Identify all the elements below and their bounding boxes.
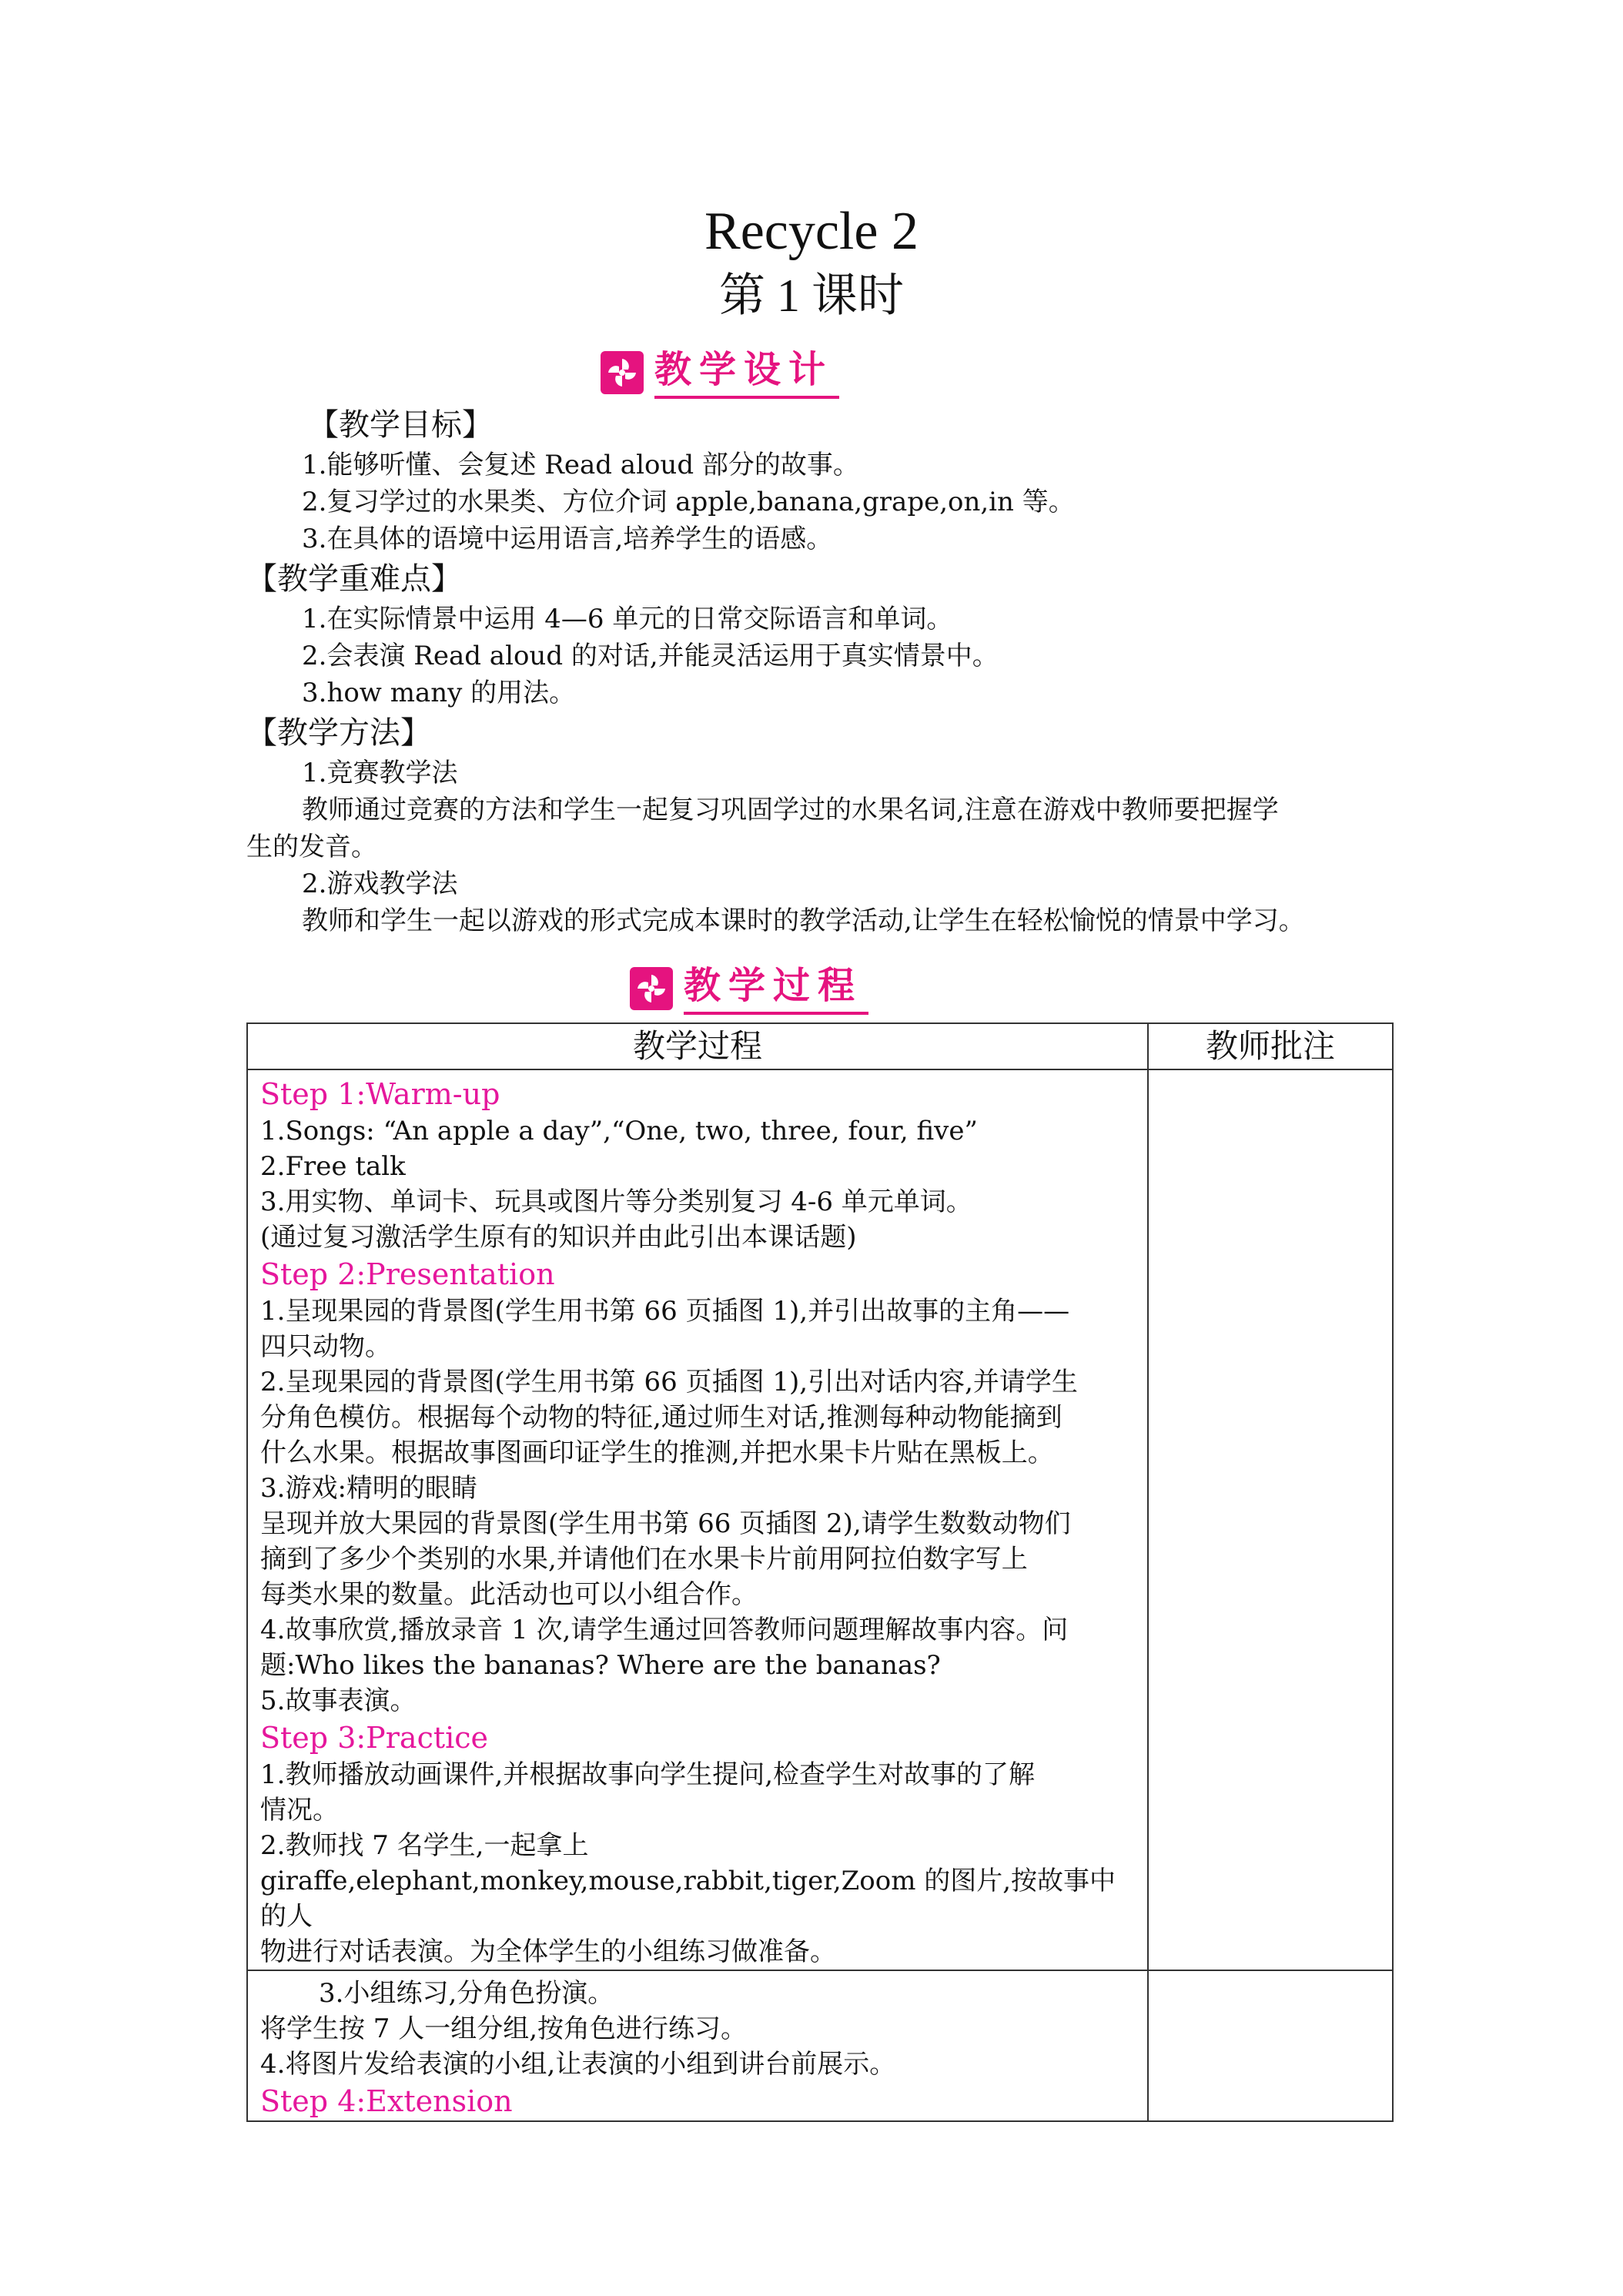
process-line: 5.故事表演。 xyxy=(260,1685,417,1716)
process-line: 情况。 xyxy=(260,1795,339,1826)
key-points-heading: 【教学重难点】 xyxy=(246,561,462,597)
process-line: 摘到了多少个类别的水果,并请他们在水果卡片前用阿拉伯数字写上 xyxy=(260,1544,1028,1575)
teaching-process-table xyxy=(246,1022,1394,2122)
notes-cell xyxy=(1148,1970,1393,2121)
process-cell xyxy=(247,1069,1148,1970)
method-description: 教师通过竞赛的方法和学生一起复习巩固学过的水果名词,注意在游戏中教师要把握学 xyxy=(302,795,1279,825)
methods-heading: 【教学方法】 xyxy=(246,715,431,751)
process-line: 每类水果的数量。此活动也可以小组合作。 xyxy=(260,1579,758,1610)
objective-item: 3.在具体的语境中运用语言,培养学生的语感。 xyxy=(302,524,833,554)
column-header-process: 教学过程 xyxy=(247,1023,1148,1069)
process-line: 2.Free talk xyxy=(260,1151,406,1182)
methods-section xyxy=(0,711,1623,939)
notes-cell xyxy=(1148,1069,1393,1970)
method-description: 教师和学生一起以游戏的形式完成本课时的教学活动,让学生在轻松愉悦的情景中学习。 xyxy=(302,905,1305,936)
table-header-row xyxy=(247,1023,1393,1069)
page-title: Recycle 2 xyxy=(704,202,919,261)
pinwheel-icon xyxy=(601,351,644,394)
process-line: 2.教师找 7 名学生,一起拿上 xyxy=(260,1830,589,1861)
objectives-heading: 【教学目标】 xyxy=(308,407,493,443)
objectives-section xyxy=(0,403,1623,557)
process-line: 什么水果。根据故事图画印证学生的推测,并把水果卡片贴在黑板上。 xyxy=(260,1438,1054,1468)
process-line: giraffe,elephant,monkey,mouse,rabbit,tiger,Zoom 的图片,按故事中的人 xyxy=(260,1866,1116,1932)
pinwheel-icon xyxy=(630,967,673,1010)
process-line: 3.用实物、单词卡、玩具或图片等分类别复习 4-6 单元单词。 xyxy=(260,1186,972,1217)
process-cell xyxy=(247,1970,1148,2121)
step-heading: Step 1:Warm-up xyxy=(260,1077,500,1111)
objective-item: 2.复习学过的水果类、方位介词 apple,banana,grape,on,in 等。 xyxy=(302,487,1075,517)
method-title: 2.游戏教学法 xyxy=(302,869,458,899)
process-line: 1.呈现果园的背景图(学生用书第 66 页插图 1),并引出故事的主角—— xyxy=(260,1296,1070,1327)
process-line: 分角色模仿。根据每个动物的特征,通过师生对话,推测每种动物能摘到 xyxy=(260,1402,1062,1433)
process-line: 3.小组练习,分角色扮演。 xyxy=(319,1978,614,2009)
process-line: 物进行对话表演。为全体学生的小组练习做准备。 xyxy=(260,1936,836,1967)
process-line: 题:Who likes the bananas? Where are the bananas? xyxy=(260,1650,941,1681)
process-line: 3.游戏:精明的眼睛 xyxy=(260,1473,477,1504)
key-point-item: 3.how many 的用法。 xyxy=(302,678,576,708)
process-line: 2.呈现果园的背景图(学生用书第 66 页插图 1),引出对话内容,并请学生 xyxy=(260,1367,1078,1397)
column-header-notes: 教师批注 xyxy=(1148,1023,1393,1069)
banner-label: 教学设计 xyxy=(654,346,839,399)
lesson-subtitle: 第 1 课时 xyxy=(719,270,904,321)
step-heading: Step 2:Presentation xyxy=(260,1257,555,1291)
process-line: 1.Songs: “An apple a day”,“One, two, three, four, five” xyxy=(260,1116,978,1146)
process-line: 将学生按 7 人一组分组,按角色进行练习。 xyxy=(260,2013,748,2044)
process-line: 4.将图片发给表演的小组,让表演的小组到讲台前展示。 xyxy=(260,2049,896,2080)
key-point-item: 1.在实际情景中运用 4—6 单元的日常交际语言和单词。 xyxy=(302,604,953,634)
process-line: 四只动物。 xyxy=(260,1331,391,1362)
key-point-item: 2.会表演 Read aloud 的对话,并能灵活运用于真实情景中。 xyxy=(302,641,999,671)
teaching-process-banner xyxy=(630,961,868,1016)
process-line: 1.教师播放动画课件,并根据故事向学生提问,检查学生对故事的了解 xyxy=(260,1759,1036,1790)
step-heading: Step 3:Practice xyxy=(260,1721,489,1755)
teaching-design-banner xyxy=(601,345,839,400)
method-title: 1.竞赛教学法 xyxy=(302,758,458,788)
process-line: 呈现并放大果园的背景图(学生用书第 66 页插图 2),请学生数数动物们 xyxy=(260,1508,1071,1539)
key-points-section xyxy=(0,557,1623,711)
process-line: 4.故事欣赏,播放录音 1 次,请学生通过回答教师问题理解故事内容。问 xyxy=(260,1615,1069,1645)
method-description: 生的发音。 xyxy=(246,832,377,862)
table-row xyxy=(247,1069,1393,1970)
table-row xyxy=(247,1970,1393,2121)
process-line: (通过复习激活学生原有的知识并由此引出本课话题) xyxy=(260,1222,857,1253)
step-heading: Step 4:Extension xyxy=(260,2084,513,2118)
banner-label: 教学过程 xyxy=(684,962,868,1015)
objective-item: 1.能够听懂、会复述 Read aloud 部分的故事。 xyxy=(302,450,859,480)
